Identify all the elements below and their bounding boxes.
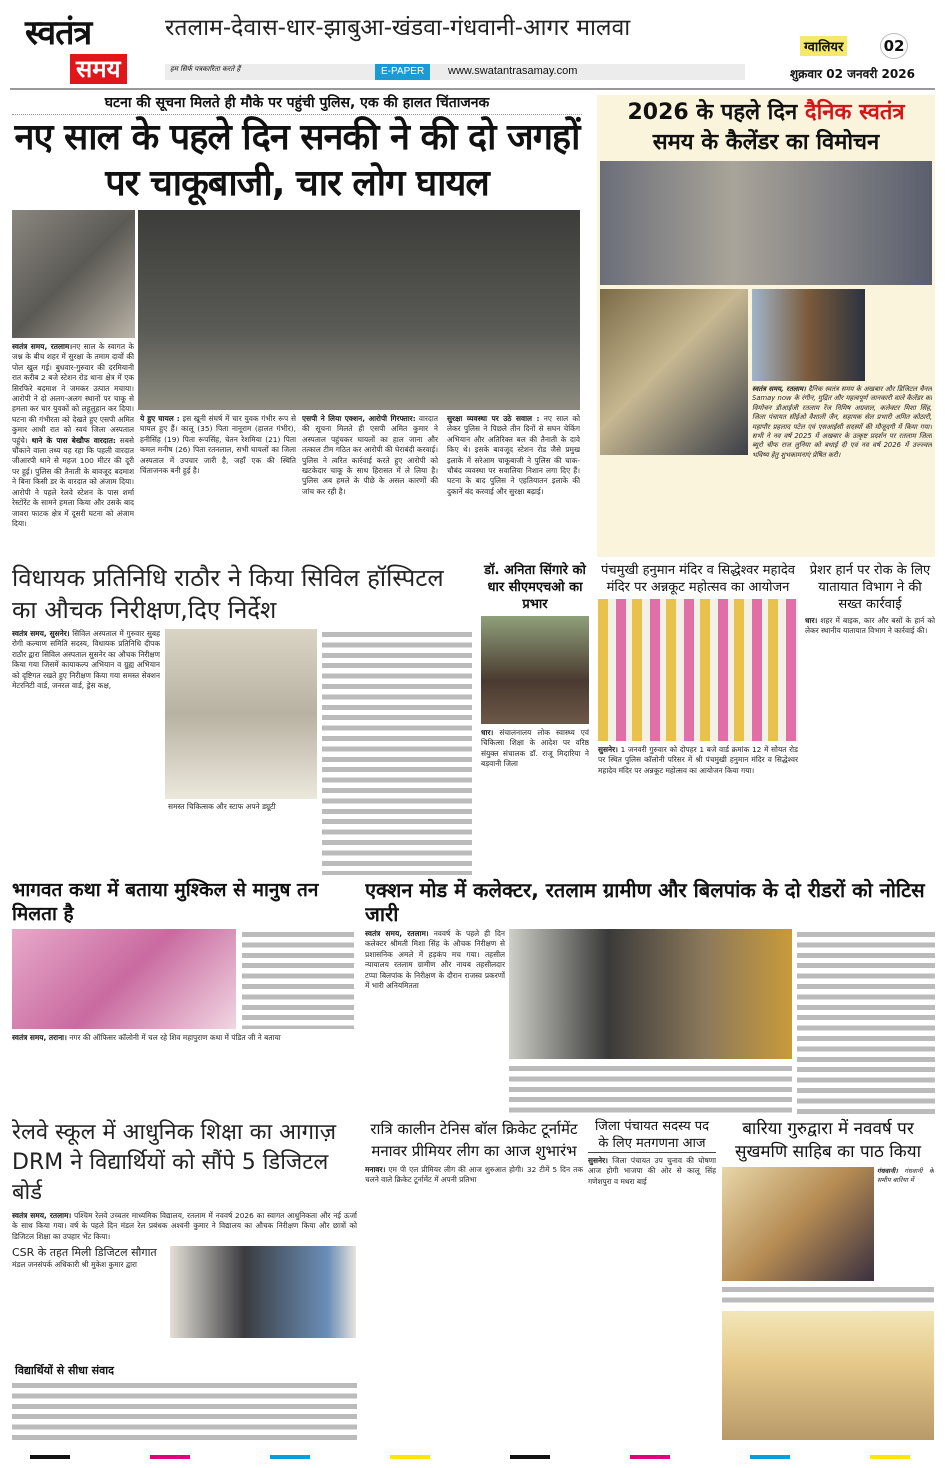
subhead: सुरक्षा व्यवस्था पर उठे सवाल :	[447, 414, 540, 423]
calendar-story-box	[597, 95, 935, 557]
calendar-photo-3	[752, 289, 865, 381]
edition-name: ग्वालियर	[800, 36, 847, 56]
hospital-story	[12, 562, 474, 875]
collector-photo	[509, 929, 792, 1059]
paragraph: नगर की ऑफिसर कॉलोनी में चल रहे शिव महापुराण कथा में पंडित जी ने बताया	[69, 1033, 281, 1042]
paragraph: शहर में बाइक, कार और बसों के हार्न को लेकर स्थानीय यातायात विभाग ने कार्रवाई की।	[805, 616, 935, 636]
paragraph: संचालनालय लोक स्वास्थ्य एवं चिकित्सा शिक्षा के आदेश पर वरिष्ठ संयुक्त संचालक डॉ. राजू मिदारिया ने बड़वानी जिला	[481, 728, 589, 769]
bhagwat-text	[12, 1033, 354, 1116]
cricket-headline	[365, 1118, 583, 1162]
paragraph: जिला पंचायत उप चुनाव की घोषणा आज होगी भाजपा की ओर से कालू सिंह गणेशपुरा व मथरा बाई	[588, 1156, 716, 1186]
lead-photo-1	[12, 210, 135, 338]
collector-text-below	[509, 1063, 792, 1116]
lead-col-3	[302, 414, 438, 557]
bhagwat-text-right	[242, 929, 354, 1029]
dateline: गंधवानी।	[877, 1167, 898, 1175]
panchayat-story	[588, 1118, 716, 1438]
website-link[interactable]: www.swatantrasamay.com	[448, 65, 578, 77]
collector-body	[365, 929, 935, 1116]
registration-mark	[510, 1455, 550, 1459]
paragraph: मंडल जनसंपर्क अधिकारी श्री मुकेश कुमार द्वारा	[12, 1260, 137, 1269]
registration-mark	[630, 1455, 670, 1459]
gurudwara-headline: बारिया गुरुद्वारा में नववर्ष पर सुखमणि साहिब का पाठ किया	[734, 1119, 922, 1162]
calendar-photo-group	[600, 161, 932, 285]
dateline: स्वतंत्र समय, सुसनेर।	[12, 629, 70, 638]
paragraph: 1 जनवरी गुरुवार को दोपहर 1 बजे वार्ड क्रमांक 12 में सोयत रोड पर स्थित पुलिस कॉलोनी परिसर में श्री पंचमुखी हनुमान मंदिर व सिद्धेश्वर महादेव मंदिर पर अन्नकूट महोत्सव का आयोजन किया गया।	[598, 745, 798, 775]
anita-story	[480, 562, 590, 875]
dateline: स्वतंत्र समय, तराना।	[12, 1033, 67, 1042]
dateline: स्वतंत्र समय, रतलाम।	[752, 385, 806, 393]
dateline: सुसनेर।	[598, 745, 618, 754]
issue-date: शुक्रवार 02 जनवरी 2026	[790, 67, 915, 81]
paragraph: सबसे चौंकाने वाला तथ्य यह रहा कि पहली वारदात जीआरपी थाने से महज 100 मीटर की दूरी पर हुई। पुलिस की तैनाती के बावजूद बदमाश ने बिना किसी डर के वारदात को अंजाम दिया। आरोपी ने पहले रेलवे स्टेशन के पास शर्मा रेस्टोरेंट के सामने हमला किया और उसके बाद जावरा फाटक क्षेत्र में दूसरी घटना को अंजाम दिया।	[12, 435, 134, 528]
hospital-photo-caption: समस्त चिकित्सक और स्टाफ अपने ड्यूटी	[168, 802, 276, 811]
registration-mark	[270, 1455, 310, 1459]
horn-story	[805, 562, 935, 875]
railway-body	[12, 1211, 357, 1440]
newspaper-logo	[25, 14, 150, 86]
railway-photo	[170, 1246, 356, 1338]
headline-line: DRM ने विद्यार्थियों को सौंपे 5 डिजिटल बोर्ड	[12, 1150, 329, 1205]
dateline: सुसनेर।	[588, 1156, 608, 1165]
cricket-body	[365, 1165, 583, 1438]
headline-line: रात्रि कालीन टेनिस बॉल क्रिकेट टूर्नामेंट	[370, 1120, 578, 1138]
hanuman-photo	[598, 599, 798, 741]
paragraph: पश्चिम रेलवे उच्चतर माध्यमिक विद्यालय, रतलाम में नववर्ष 2026 का स्वागत आधुनिकता और नई ऊर्जा के साथ किया गया। वर्ष के पहले दिन मंडल रेल प्रबंधक अश्वनी कुमार ने विद्यालय का औचक निरीक्षण किया और छात्रों को डिजिटल शिक्षा का उपहार भेंट किया।	[12, 1211, 357, 1241]
calendar-body	[600, 161, 932, 554]
railway-text-below	[12, 1380, 357, 1440]
panchayat-text	[588, 1156, 716, 1438]
paragraph: नए साल के स्वागत के जश्न के बीच शहर में सुरक्षा के तमाम दावों की पोल खुल गई। बुधवार-गुरुवार की दरमियानी रात करीब 2 बजे स्टेशन रोड थाना क्षेत्र में एक सिरफिरे बदमाश ने जमकर उत्पात मचाया। आरोपी ने दो अलग-अलग स्थानों पर चाकू से हमला कर चार युवकों को लहूलुहान कर दिया। घटना की गंभीरता को देखते हुए एसपी अमित कुमार आधी रात को स्वयं जिला अस्पताल पहुंचे।	[12, 342, 134, 445]
anita-headline: डॉ. अनिता सिंगारे को धार सीएमएचओ का प्रभार	[484, 563, 586, 612]
anita-text	[481, 728, 589, 875]
logo-line-2: समय	[70, 54, 127, 84]
paragraph: गंधवानी के समीप बारिया में	[877, 1167, 934, 1184]
tagline: हम सिर्फ पत्रकारिता करते हैं	[170, 65, 241, 73]
panchayat-headline: जिला पंचायत सदस्य पद के लिए मतगणना आज	[588, 1118, 716, 1153]
paragraph: वारदात की सूचना मिलते ही एसपी अमित कुमार ने अस्पताल पहुंचकर घायलों का हाल जाना और तत्काल टीम गठित कर आरोपी की घेराबंदी करवाई। पुलिस ने त्वरित कार्रवाई करते हुए आरोपी को खटकेदार चाकू के साथ हिरासत में ले लिया है। पुलिस अब हमले के पीछे के असल कारणों की जांच कर रही है।	[302, 414, 438, 496]
paragraph: एम पी एल प्रीमियर लीग की आज शुरुआत होगी। 32 टीमें 5 दिन तक चलने वाले क्रिकेट टूर्नामेंट में अपनी प्रतिभा	[365, 1165, 583, 1185]
dateline: स्वतंत्र समय, रतलाम।	[12, 1211, 72, 1220]
railway-story	[12, 1118, 357, 1440]
lead-col-4	[447, 414, 580, 557]
dateline: धार।	[805, 616, 818, 625]
lead-body	[12, 210, 582, 557]
headline-part: समय के कैलेंडर का विमोचन	[652, 130, 880, 155]
hospital-body	[12, 629, 474, 875]
registration-mark	[390, 1455, 430, 1459]
collector-story	[365, 878, 935, 1116]
hanuman-body	[598, 599, 798, 875]
hanuman-text	[598, 745, 798, 875]
horn-text	[805, 616, 935, 875]
caption-text: दैनिक स्वतंत्र समय के अखबार और डिजिटल चैनल Samay now के रंगीन, मुद्रित और महत्वपूर्ण जानकारी वाले कैलेंडर का विमोचन डीआईजी रतलाम रेंज निमिष अग्रवाल, कलेक्टर मिशा सिंह, जिला पंचायत सीईओ वैशाली जैन, सहायक सेल प्रभारी अमित कोठारी, महापौर प्रहलाद पटेल एवं एसआईसी सदस्यों की मौजूदगी में किया गया। सभी ने नव वर्ष 2025 में अखबार के उत्कृष्ट प्रदर्शन पर रतलाम जिला ब्यूरो चीफ राज लुनिया को बधाई दी एवं नव वर्ष 2026 में उज्ज्वल भविष्य हेतु शुभकामनाएं प्रेषित करी।	[752, 385, 932, 459]
hanuman-story	[598, 562, 798, 875]
lead-headline: नए साल के पहले दिन सनकी ने की दो जगहों पर चाकूबाजी, चार लोग घायल	[14, 117, 580, 204]
headline-part: दैनिक स्वतंत्र	[804, 100, 905, 125]
paragraph: नए साल को लेकर पुलिस ने पिछले तीन दिनों से सघन चेकिंग अभियान और अतिरिक्त बल की तैनाती के दावे किए थे। इसके बावजूद स्टेशन रोड जैसे प्रमुख इलाके में सरेआम चाकूबाजी ने पुलिस की चाक-चौबंद व्यवस्था पर सवालिया निशान लगा दिए हैं। घटना के बाद पुलिस ने एहतियातन इलाके की दुकानें बंद करवाई और सुरक्षा बढ़ाई।	[447, 414, 580, 496]
collector-text-right	[797, 929, 935, 1116]
dateline: धार।	[481, 728, 494, 737]
epaper-badge: E-PAPER	[375, 64, 430, 80]
railway-intro	[12, 1211, 357, 1243]
paragraph: नववर्ष के पहले ही दिन कलेक्टर श्रीमती मिशा सिंह के औचक निरीक्षण से प्रशासनिक अमले में हड़कंप मच गया। तहसील न्यायालय रतलाम ग्रामीण और नायब तहसीलदार टप्पा बिलपांक के निरीक्षण के दौरान राजस्व प्रकरणों में भारी अनियमितता	[365, 929, 505, 991]
paragraph: सिविल अस्पताल में गुरुवार सुबह रोगी कल्याण समिति सदस्य, विधायक प्रतिनिधि दीपक राठौर द्वारा सिविल अस्पताल सुसनेर का औचक निरीक्षण किया गया जिसमें कायाकल्प अभियान व ग्रुह्य अभियान को दृष्टिगत रखते हुए निरीक्षण किया गया समस्त सेक्शन मेटरनिटी वार्ड, जनरल वार्ड, ड्रेस कक्ष,	[12, 629, 160, 691]
dateline: स्वतंत्र समय, रतलाम।	[12, 342, 73, 351]
logo-line-1: स्वतंत्र	[25, 13, 92, 53]
lead-kicker: घटना की सूचना मिलते ही मौके पर पहुंची पुलिस, एक की हालत चिंताजनक	[12, 94, 582, 115]
horn-headline: प्रेशर हार्न पर रोक के लिए यातायात विभाग ने की सख्त कार्रवाई	[809, 563, 931, 612]
collector-text	[365, 929, 505, 1116]
hospital-photo	[165, 629, 317, 799]
dateline: मनावर।	[365, 1165, 386, 1174]
lead-story	[12, 94, 582, 557]
hospital-headline: विधायक प्रतिनिधि राठौर ने किया सिविल हॉस्पिटल का औचक निरीक्षण,दिए निर्देश	[12, 564, 444, 624]
subhead: ये हुए घायल :	[140, 414, 180, 423]
bhagwat-body	[12, 929, 357, 1116]
hanuman-headline: पंचमुखी हनुमान मंदिर व सिद्धेश्वर महादेव मंदिर पर अन्नकूट महोत्सव का आयोजन	[601, 563, 795, 595]
dateline: स्वतंत्र समय, रतलाम।	[365, 929, 429, 938]
gurudwara-story	[722, 1118, 934, 1440]
gurudwara-photo-1	[722, 1167, 874, 1281]
divider	[10, 88, 935, 90]
anita-body	[480, 616, 590, 875]
lead-col-2	[140, 414, 296, 557]
calendar-headline	[600, 98, 932, 158]
paragraph: इस खूनी संघर्ष में चार युवक गंभीर रूप से घायल हुए हैं। कालू (35) पिता नानूराम (हालत गंभीर), हनीसिंह (19) पिता रूपसिंह, चेतन रेशमिया (21) पिता कमल मनीष (26) पिता रतनलाल, सभी घायलों का जिला अस्पताल में उपचार जारी है, जहाँ एक की स्थिति चिंताजनक बनी हुई है।	[140, 414, 296, 476]
subhead: CSR के तहत मिली डिजिटल सौगात	[12, 1246, 157, 1259]
calendar-photo-2	[600, 289, 748, 455]
subhead: थाने के पास बेखौफ वारदात:	[31, 435, 116, 445]
gurudwara-photo-2	[722, 1311, 934, 1440]
subhead: एसपी ने लिया एक्शन, आरोपी गिरफ्तार:	[302, 414, 416, 423]
hospital-col-1	[12, 629, 160, 875]
registration-mark	[870, 1455, 910, 1459]
edition-regions: रतलाम-देवास-धार-झाबुआ-खंडवा-गंधवानी-आगर मालवा	[165, 15, 631, 41]
headline-line: मनावर प्रीमियर लीग का आज शुभारंभ	[371, 1142, 577, 1160]
calendar-caption	[752, 385, 932, 554]
cricket-story	[365, 1118, 583, 1438]
railway-col	[12, 1246, 164, 1361]
panchayat-body	[588, 1156, 716, 1438]
railway-headline	[12, 1118, 357, 1208]
railway-subhead: विद्यार्थियों से सीधा संवाद	[15, 1364, 114, 1377]
registration-mark	[150, 1455, 190, 1459]
hospital-col-2-text	[322, 629, 472, 875]
page-number: 02	[880, 33, 908, 59]
gurudwara-caption	[722, 1284, 934, 1308]
horn-body	[805, 616, 935, 875]
gurudwara-body	[722, 1167, 934, 1440]
lead-photo-2	[138, 210, 580, 410]
headline-line: रेलवे स्कूल में आधुनिक शिक्षा का आगाज़	[12, 1120, 337, 1145]
bhagwat-photo	[12, 929, 236, 1029]
bhagwat-story	[12, 878, 357, 1116]
registration-mark	[750, 1455, 790, 1459]
headline-part: 2026 के पहले दिन	[627, 100, 798, 125]
anita-photo	[481, 616, 589, 724]
gurudwara-text	[877, 1167, 934, 1281]
cricket-text	[365, 1165, 583, 1438]
registration-mark	[30, 1455, 70, 1459]
bhagwat-headline: भागवत कथा में बताया मुश्किल से मानुष तन मिलता है	[12, 879, 319, 925]
lead-col-1	[12, 342, 134, 557]
collector-headline: एक्शन मोड में कलेक्टर, रतलाम ग्रामीण और बिलपांक के दो रीडरों को नोटिस जारी	[365, 878, 925, 926]
